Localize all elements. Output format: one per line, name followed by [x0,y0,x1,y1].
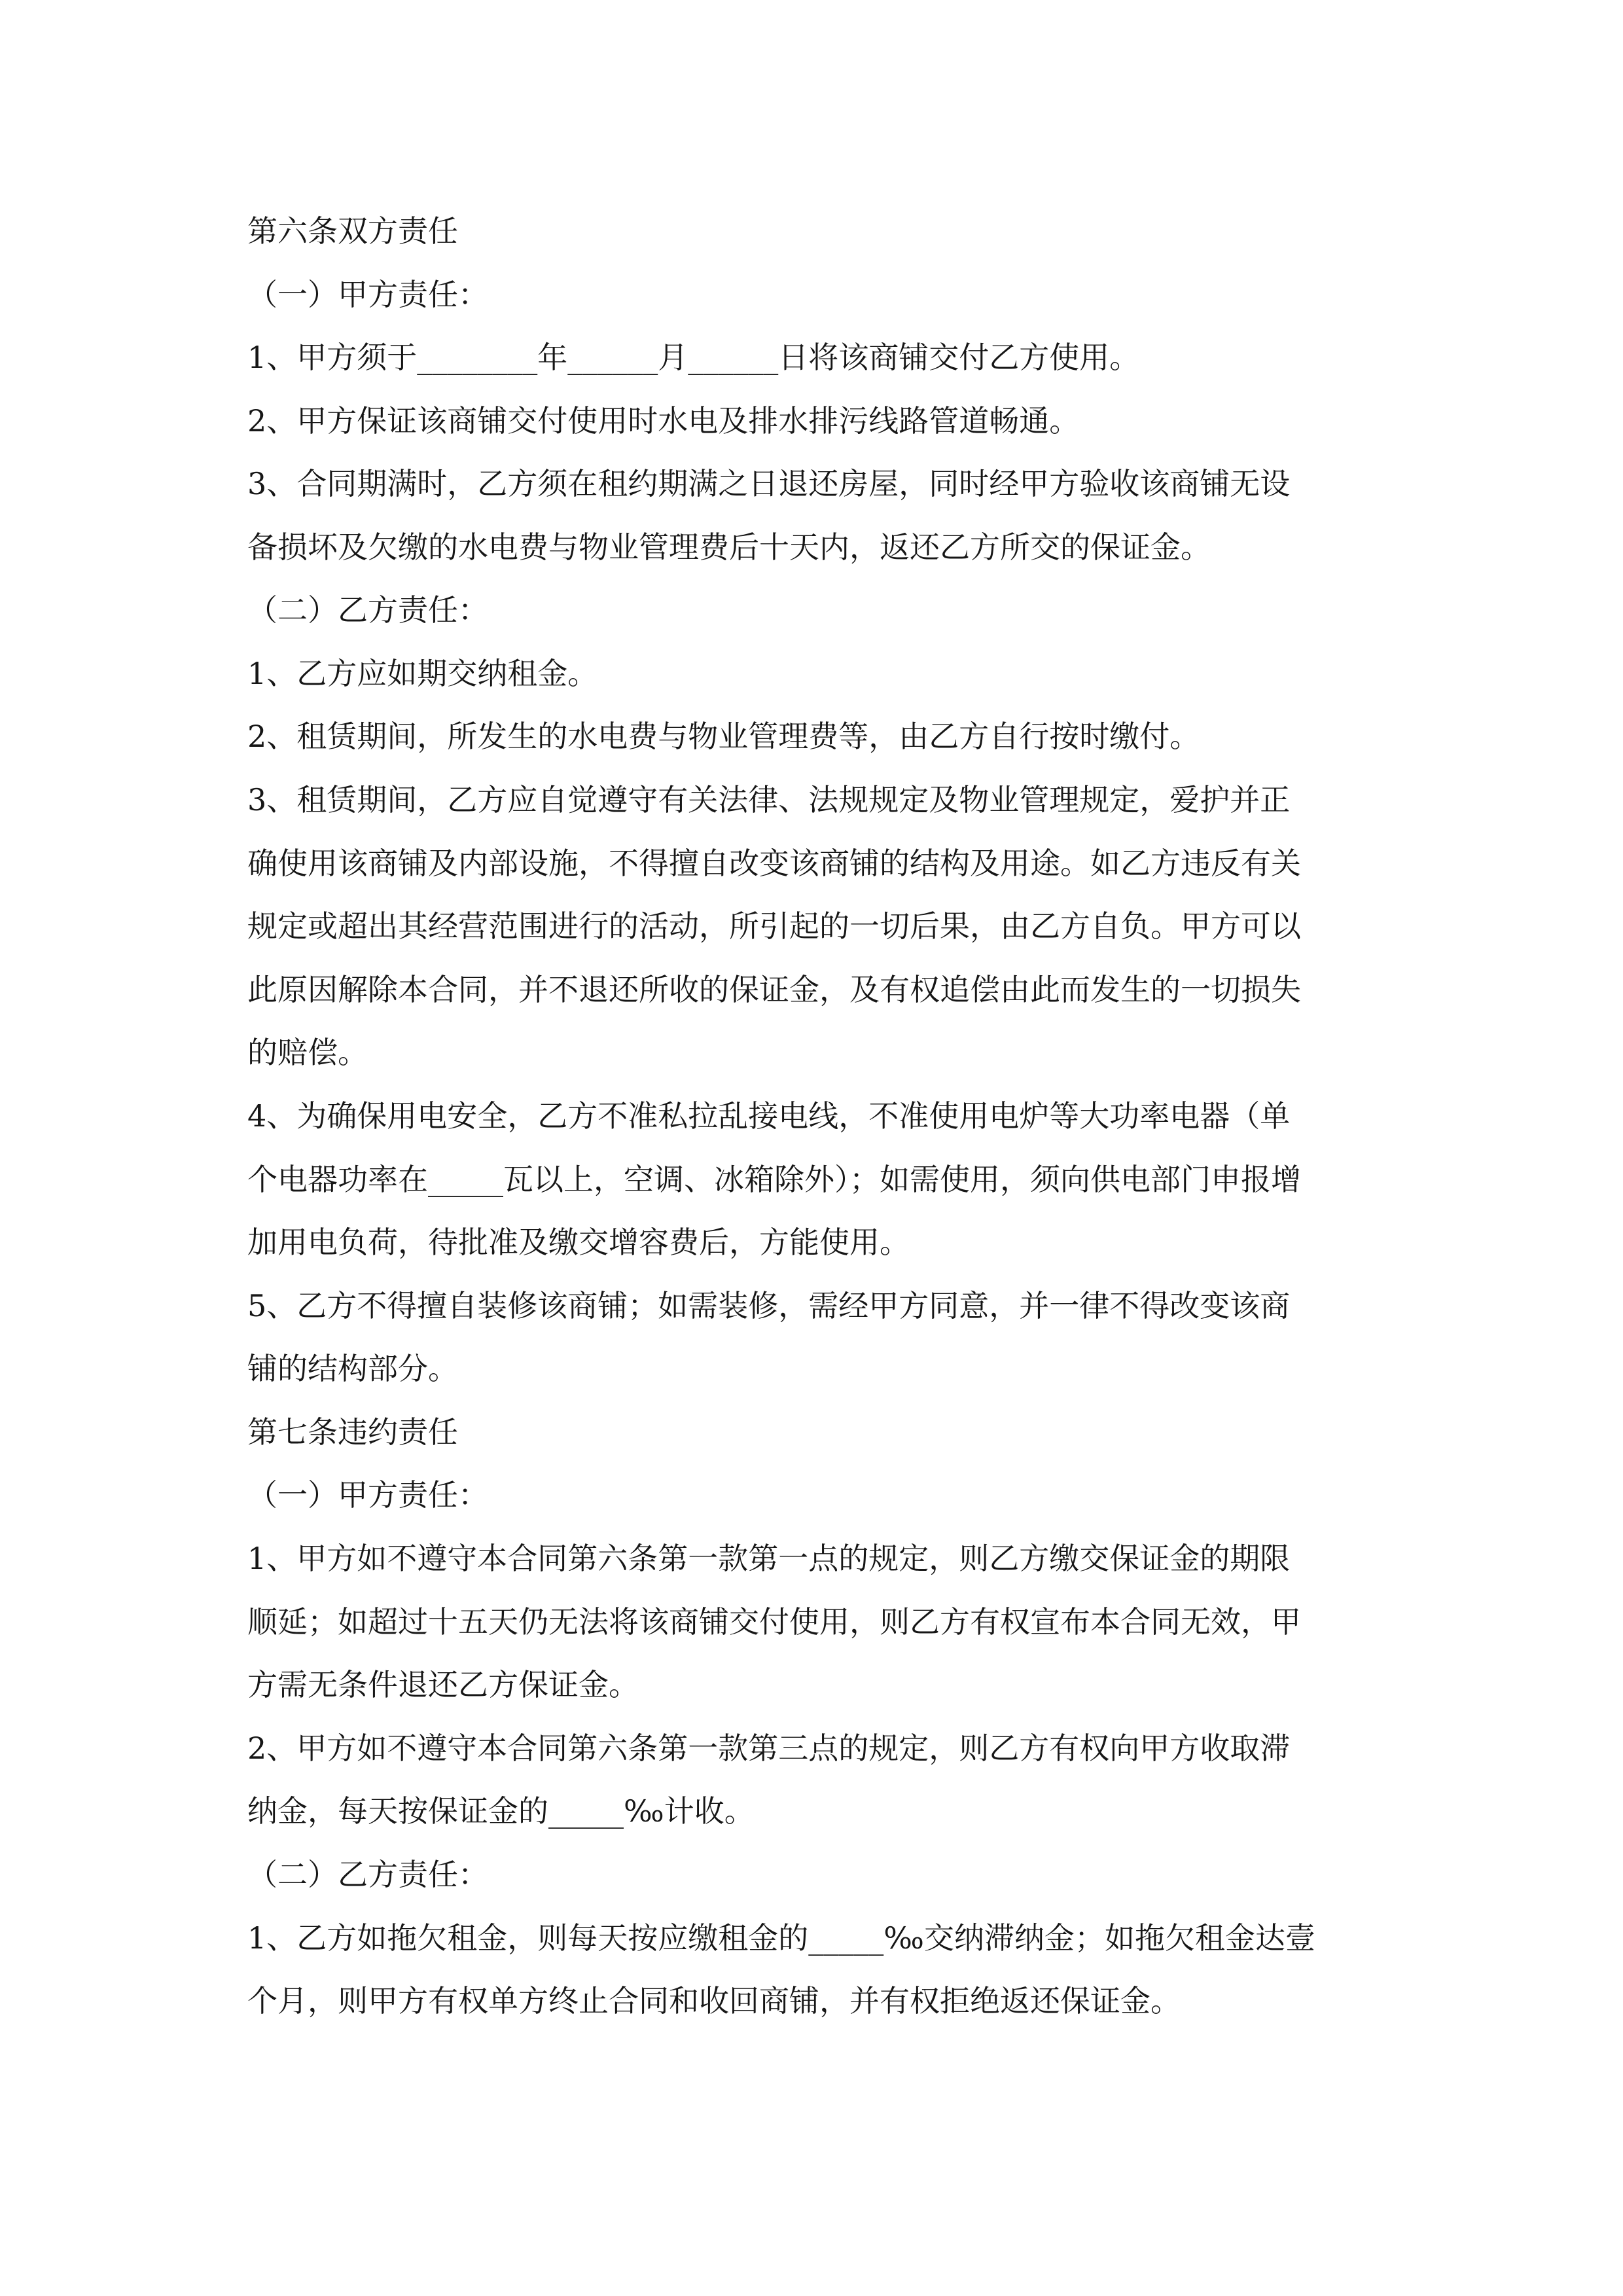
article-7-party-a-line: 2、甲方如不遵守本合同第六条第一款第三点的规定，则乙方有权向甲方收取滞 [247,1731,1291,1766]
article-6-party-a-line: 3、合同期满时，乙方须在租约期满之日退还房屋，同时经甲方验收该商铺无设 [247,466,1291,501]
article-6-party-b-line: 的赔偿。 [247,1035,368,1070]
article-6-party-b-line: 此原因解除本合同，并不退还所收的保证金，及有权追偿由此而发生的一切损失 [247,972,1301,1007]
article-6-party-b-line: 铺的结构部分。 [247,1351,458,1386]
article-6-party-b-line: 4、为确保用电安全，乙方不准私拉乱接电线，不准使用电炉等大功率电器（单 [247,1098,1291,1134]
article-6-party-a-line: 备损坏及欠缴的水电费与物业管理费后十天内，返还乙方所交的保证金。 [247,529,1211,565]
article-7-party-a-heading: （一）甲方责任： [247,1477,488,1513]
article-6-party-b-line: 个电器功率在_____瓦以上，空调、冰箱除外）；如需使用，须向供电部门申报增 [247,1162,1301,1197]
article-7-party-a-line: 纳金，每天按保证金的_____‰计收。 [247,1793,755,1829]
article-7-party-a-line: 顺延；如超过十五天仍无法将该商铺交付使用，则乙方有权宣布本合同无效，甲 [247,1604,1301,1640]
article-7-party-a-line: 1、甲方如不遵守本合同第六条第一款第一点的规定，则乙方缴交保证金的期限 [247,1541,1291,1576]
article-6-party-a-line: 1、甲方须于________年______月______日将该商铺交付乙方使用。 [247,340,1140,375]
article-6-party-b-heading: （二）乙方责任： [247,592,488,628]
article-6-party-a-line: 2、甲方保证该商铺交付使用时水电及排水排污线路管道畅通。 [247,403,1080,439]
article-6-party-b-line: 确使用该商铺及内部设施，不得擅自改变该商铺的结构及用途。如乙方违反有关 [247,846,1301,881]
article-6-party-b-line: 3、租赁期间，乙方应自觉遵守有关法律、法规规定及物业管理规定，爱护并正 [247,782,1291,817]
article-6-party-b-line: 1、乙方应如期交纳租金。 [247,656,598,691]
article-6-party-b-line: 2、租赁期间，所发生的水电费与物业管理费等，由乙方自行按时缴付。 [247,719,1200,754]
article-7-heading: 第七条违约责任 [247,1414,458,1450]
article-6-party-a-heading: （一）甲方责任： [247,277,488,312]
article-7-party-b-line: 个月，则甲方有权单方终止合同和收回商铺，并有权拒绝返还保证金。 [247,1983,1181,2018]
article-7-party-b-heading: （二）乙方责任： [247,1857,488,1892]
article-6-heading: 第六条双方责任 [247,213,458,249]
article-6-party-b-line: 加用电负荷，待批准及缴交增容费后，方能使用。 [247,1225,910,1260]
article-7-party-b-line: 1、乙方如拖欠租金，则每天按应缴租金的_____‰交纳滞纳金；如拖欠租金达壹 [247,1920,1315,1956]
article-6-party-b-line: 规定或超出其经营范围进行的活动，所引起的一切后果，由乙方自负。甲方可以 [247,908,1301,944]
article-6-party-b-line: 5、乙方不得擅自装修该商铺；如需装修，需经甲方同意，并一律不得改变该商 [247,1288,1291,1323]
article-7-party-a-line: 方需无条件退还乙方保证金。 [247,1667,639,1702]
